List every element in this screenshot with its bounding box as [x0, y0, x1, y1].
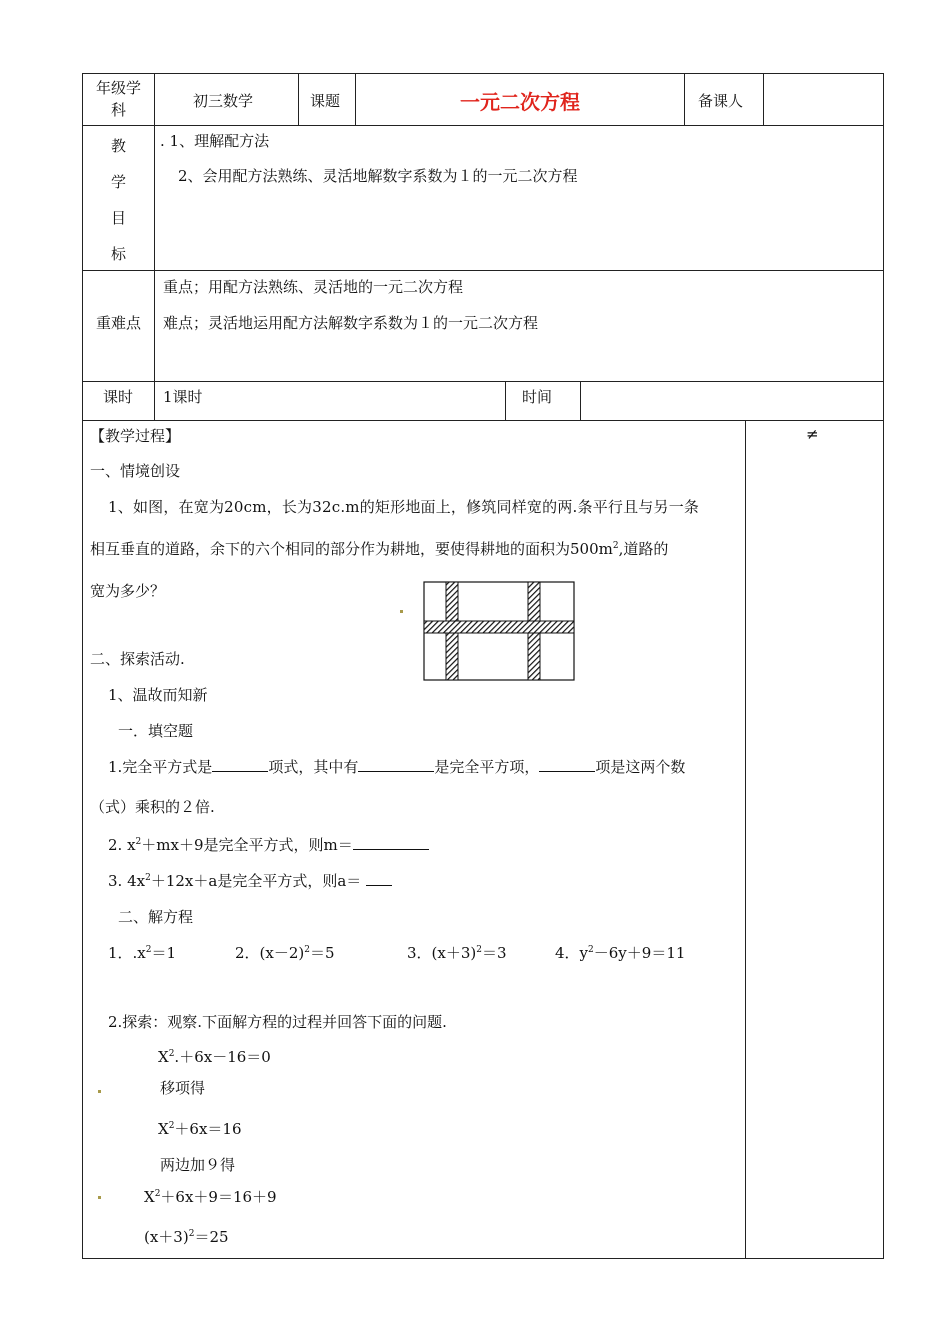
step-6-b: ＝25 — [194, 1228, 229, 1246]
answer-blank-5[interactable] — [366, 871, 392, 886]
solution-step-6 — [144, 1226, 229, 1247]
superscript-2: 2 — [476, 945, 482, 955]
step-1-b: .＋6x－16＝0 — [174, 1048, 271, 1066]
equation-2-a: 2．(x－2) — [235, 944, 305, 962]
objective-item-2: 2、会用配方法熟练、灵活地解数字系数为１的一元二次方程 — [178, 167, 578, 185]
fill-blank-title: 一．填空题 — [118, 722, 194, 740]
fill-q1-part-d: 项是这两个数 — [595, 758, 686, 776]
objectives-label-char: 目 — [110, 209, 126, 227]
fill-question-1-line-1 — [108, 756, 685, 777]
solution-step-3 — [158, 1118, 242, 1139]
col-divider-schedule-1 — [505, 381, 506, 421]
fill-q2-part-a: 2. x — [108, 836, 136, 854]
stray-mark — [98, 1090, 101, 1093]
superscript-2: 2 — [168, 1121, 175, 1131]
step-5-b: ＋6x＋9＝16＋9 — [160, 1188, 277, 1206]
question-1-line-3: 宽为多少？ — [90, 582, 166, 600]
solution-step-2: 移项得 — [160, 1079, 206, 1097]
equation-3-a: 3．(x＋3) — [407, 944, 477, 962]
fill-question-3 — [108, 870, 392, 891]
col-divider-process-side — [745, 420, 746, 1259]
superscript-2: 2 — [612, 541, 619, 551]
solve-title: 二、解方程 — [118, 908, 194, 926]
step-3-b: ＋6x＝16 — [174, 1120, 242, 1138]
step-5-a: X — [144, 1188, 155, 1206]
question-1-line-2 — [90, 538, 668, 559]
stray-mark — [400, 610, 403, 613]
equation-1-a: 1．.x — [108, 944, 146, 962]
side-note-symbol: ≠ — [806, 425, 819, 443]
step-1-a: X — [158, 1048, 169, 1066]
fill-q1-part-c: 是完全平方项， — [434, 758, 540, 776]
solution-step-1 — [158, 1046, 271, 1067]
answer-blank-1[interactable] — [212, 757, 268, 772]
road-horizontal — [424, 621, 574, 633]
objective-item-1: . 1、理解配方法 — [160, 132, 270, 150]
grade-value: 初三数学 — [193, 92, 254, 110]
fill-q3-part-b: ＋12x＋a是完全平方式，则a＝ — [150, 872, 362, 890]
keypoints-label: 重难点 — [95, 314, 141, 332]
topic-title: 一元二次方程 — [460, 90, 580, 114]
objectives-label-char: 学 — [110, 173, 126, 191]
objectives-label-char: 标 — [110, 245, 126, 263]
answer-blank-2[interactable] — [358, 757, 434, 772]
fill-question-2 — [108, 834, 429, 855]
row-divider-2 — [82, 270, 884, 271]
objectives-label-char: 教 — [110, 137, 126, 155]
equation-3 — [407, 942, 507, 963]
key-point-text: 重点；用配方法熟练、灵活地的一元二次方程 — [163, 278, 464, 296]
col-divider-header-5 — [763, 73, 764, 126]
question-1-line-2-end: ,道路的 — [618, 540, 669, 558]
stray-mark — [98, 1196, 101, 1199]
hours-label: 课时 — [103, 388, 134, 406]
answer-blank-4[interactable] — [353, 835, 429, 850]
col-divider-header-4 — [684, 73, 685, 126]
row-divider-3 — [82, 381, 884, 382]
equation-4-a: 4．y — [555, 944, 589, 962]
col-divider-header-2 — [298, 73, 299, 126]
grade-label-line1: 年级学 — [95, 79, 141, 97]
section-1-title: 一、情境创设 — [90, 462, 181, 480]
solution-step-4: 两边加９得 — [160, 1156, 236, 1174]
preparer-label: 备课人 — [698, 92, 744, 110]
equation-4 — [555, 942, 685, 963]
field-road-diagram — [422, 580, 576, 682]
equation-1-b: ＝1 — [151, 944, 177, 962]
question-1-line-1: 1、如图，在宽为20cm，长为32c.m的矩形地面上，修筑同样宽的两.条平行且与另一条 — [108, 498, 700, 516]
col-divider-schedule-2 — [580, 381, 581, 421]
superscript-2: 2 — [168, 1049, 175, 1059]
time-label: 时间 — [522, 388, 553, 406]
topic-label: 课题 — [310, 92, 341, 110]
process-heading: 【教学过程】 — [90, 427, 181, 445]
fill-q1-part-a: 1.完全平方式是 — [108, 758, 213, 776]
fill-q3-part-a: 3. 4x — [108, 872, 146, 890]
row-divider-4 — [82, 420, 884, 421]
hours-value: 1课时 — [163, 388, 203, 406]
section-2-title: 二、探索活动. — [90, 650, 185, 668]
table-border-bottom — [82, 1258, 884, 1259]
superscript-2: 2 — [145, 945, 152, 955]
equation-1 — [108, 942, 176, 963]
explore-prompt: 2.探索：观察.下面解方程的过程并回答下面的问题. — [108, 1013, 447, 1031]
superscript-2: 2 — [588, 945, 594, 955]
step-3-a: X — [158, 1120, 169, 1138]
equation-4-b: －6y＋9＝11 — [593, 944, 686, 962]
question-1-line-2-text: 相互垂直的道路，余下的六个相同的部分作为耕地，要使得耕地的面积为500m — [90, 540, 613, 558]
superscript-2: 2 — [145, 873, 151, 883]
solution-step-5 — [144, 1186, 277, 1207]
objectives-label — [83, 128, 154, 272]
difficulty-text: 难点；灵活地运用配方法解数字系数为１的一元二次方程 — [163, 314, 539, 332]
grade-label — [83, 77, 154, 121]
step-6-a: (x＋3) — [144, 1228, 189, 1246]
fill-question-1-line-2: （式）乘积的２倍. — [90, 798, 215, 816]
superscript-2: 2 — [154, 1189, 161, 1199]
fill-q2-part-b: ＋mx＋9是完全平方式，则m＝ — [141, 836, 353, 854]
table-border-right — [883, 73, 884, 1259]
equation-3-b: ＝3 — [482, 944, 507, 962]
superscript-2: 2 — [304, 945, 310, 955]
fill-q1-part-b: 项式，其中有 — [268, 758, 359, 776]
grade-label-line2: 科 — [110, 101, 126, 119]
equation-2-b: ＝5 — [310, 944, 335, 962]
answer-blank-3[interactable] — [539, 757, 595, 772]
superscript-2: 2 — [188, 1229, 195, 1239]
equation-2 — [235, 942, 335, 963]
review-heading: 1、温故而知新 — [108, 686, 208, 704]
superscript-2: 2 — [135, 837, 142, 847]
col-divider-label — [154, 73, 155, 421]
